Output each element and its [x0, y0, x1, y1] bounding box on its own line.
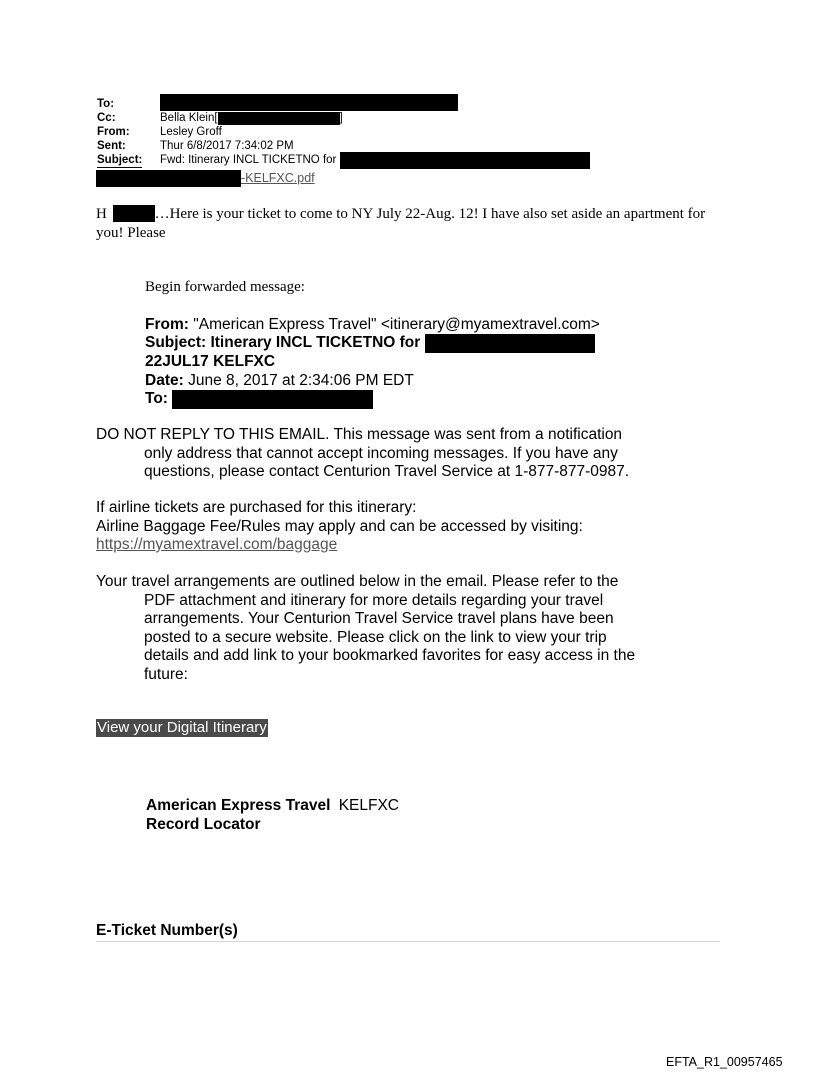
redaction-bar [425, 334, 595, 353]
forwarded-date [145, 372, 414, 390]
sent-label: Sent: [97, 140, 126, 152]
forwarded-from [145, 316, 600, 334]
sent-value: Thur 6/8/2017 7:34:02 PM [160, 140, 294, 152]
baggage-info [96, 499, 716, 555]
cc-label: Cc: [97, 112, 116, 124]
forwarded-date-value: June 8, 2017 at 2:34:06 PM EDT [183, 372, 414, 389]
redaction-bar [218, 112, 340, 125]
arrangements-line: future: [144, 665, 188, 683]
cc-name: Bella Klein[ [160, 112, 218, 124]
arrangements-paragraph [96, 573, 716, 684]
forwarded-date-label: Date: [145, 372, 184, 389]
intro-greeting: H [96, 206, 107, 222]
locator-row [146, 796, 399, 815]
forwarded-from-label: From: [145, 316, 189, 333]
subject-label: Subject: [97, 154, 143, 166]
from-label: From: [97, 126, 130, 138]
view-digital-itinerary-button[interactable]: View your Digital Itinerary [97, 719, 267, 736]
redaction-bar [340, 152, 590, 169]
arrangements-line: Your travel arrangements are outlined below in the email. Please refer to the [96, 573, 619, 590]
redaction-bar [160, 94, 458, 111]
eticket-heading: E-Ticket Number(s) [96, 922, 238, 939]
subject-text: Fwd: Itinerary INCL TICKETNO for [160, 154, 337, 166]
intro-text: …Here is your ticket to come to NY July 22-Aug. 12! I have also set aside an apartment for you! Please [96, 206, 706, 241]
arrangements-line: posted to a secure website. Please click on the link to view your trip [144, 628, 607, 646]
from-value: Lesley Groff [160, 126, 222, 138]
no-reply-notice [96, 426, 676, 482]
locator-sublabel: Record Locator [146, 816, 261, 833]
arrangements-line: arrangements. Your Centurion Travel Service travel plans have been [144, 610, 614, 627]
baggage-line: Airline Baggage Fee/Rules may apply and can be accessed by visiting: [96, 517, 583, 535]
to-label: To: [97, 98, 115, 110]
document-id: EFTA_R1_00957465 [666, 1055, 783, 1069]
redaction-bar [96, 170, 241, 187]
redaction-bar [113, 205, 155, 222]
attachment-link[interactable]: -KELFXC.pdf [241, 171, 315, 185]
notice-line: questions, please contact Centurion Travel Service at 1-877-877-0987. [144, 463, 630, 480]
intro-message [96, 205, 716, 243]
notice-line: DO NOT REPLY TO THIS EMAIL. This message was sent from a notification [96, 426, 623, 443]
divider [96, 941, 720, 942]
forwarded-to-label: To: [145, 390, 168, 407]
record-locator [146, 796, 399, 834]
locator-value: KELFXC [338, 797, 400, 814]
notice-line: only address that cannot accept incoming messages. If you have any [144, 444, 618, 462]
forwarded-begin: Begin forwarded message: [145, 279, 305, 295]
baggage-line: If airline tickets are purchased for this itinerary: [96, 499, 417, 516]
arrangements-line: PDF attachment and itinerary for more details regarding your travel [144, 591, 604, 609]
cc-value [160, 112, 343, 125]
subject-value [160, 154, 590, 169]
forwarded-subject-label: Subject: Itinerary INCL TICKETNO for [145, 334, 421, 351]
redaction-bar [172, 390, 373, 409]
forwarded-from-value: "American Express Travel" <itinerary@myamextravel.com> [188, 316, 600, 333]
locator-label: American Express Travel [146, 797, 331, 814]
forwarded-subject [145, 334, 595, 353]
baggage-link[interactable]: https://myamextravel.com/baggage [96, 536, 338, 553]
cc-close: ] [339, 112, 343, 124]
forwarded-to [145, 390, 373, 409]
arrangements-line: details and add link to your bookmarked favorites for easy access in the [144, 647, 636, 664]
forwarded-subject-line2: 22JUL17 KELFXC [145, 353, 276, 370]
